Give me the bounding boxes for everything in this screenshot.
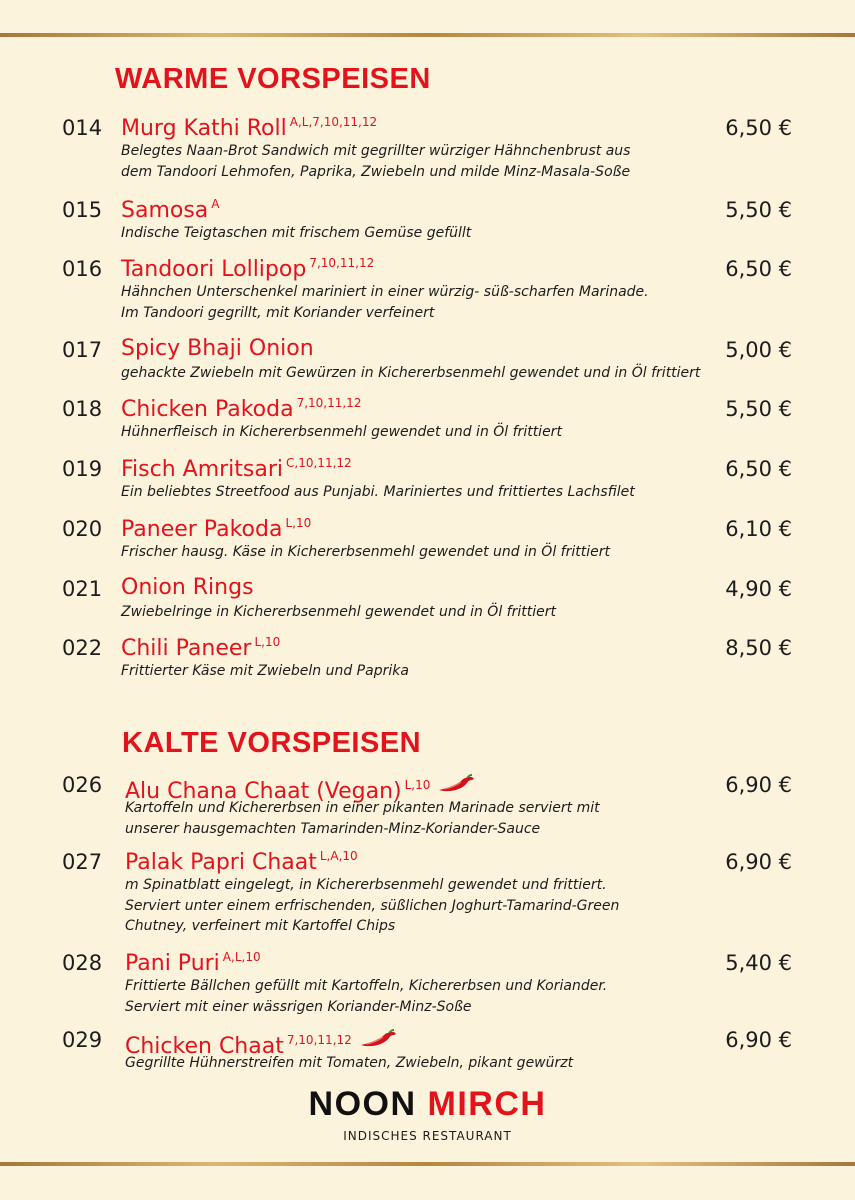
item-number: 027	[62, 850, 103, 874]
allergen-codes: A	[211, 197, 220, 211]
allergen-codes: L,10	[254, 635, 281, 649]
item-name	[121, 198, 220, 222]
item-price: 5,50 €	[725, 397, 792, 421]
allergen-codes: A,L,10	[222, 950, 261, 964]
item-price: 6,90 €	[725, 850, 792, 874]
item-price: 6,90 €	[725, 773, 792, 797]
item-description: Indische Teigtaschen mit frischem Gemüse gefüllt	[121, 225, 472, 241]
item-name-text: Murg Kathi Roll	[121, 116, 287, 141]
item-name-text: Paneer Pakoda	[121, 517, 283, 542]
top-gold-divider	[0, 33, 855, 37]
item-name-text: Samosa	[121, 198, 209, 223]
item-name	[121, 257, 374, 281]
item-name	[121, 636, 280, 660]
allergen-codes: L,10	[404, 778, 431, 792]
bottom-gold-divider	[0, 1162, 855, 1166]
chili-pepper-icon	[436, 773, 476, 800]
item-description: m Spinatblatt eingelegt, in Kichererbsenmehl gewendet und frittiert. Serviert unter einem erfrischenden, süßlichen Joghurt-Tamarind-Green Chutney, verfeinert mit Kartoffel Chips	[125, 877, 620, 934]
item-number: 014	[62, 116, 103, 140]
item-description: Hühnerfleisch in Kichererbsenmehl gewendet und in Öl frittiert	[121, 424, 562, 440]
item-number: 019	[62, 457, 103, 481]
item-name-text: Alu Chana Chaat (Vegan)	[125, 779, 402, 804]
item-name-text: Onion Rings	[121, 575, 254, 600]
item-number: 026	[62, 773, 103, 797]
section-title-warm: WARME VORSPEISEN	[115, 63, 431, 95]
item-number: 021	[62, 577, 103, 601]
item-name	[121, 517, 311, 541]
item-description: Frittierte Bällchen gefüllt mit Kartoffeln, Kichererbsen und Koriander. Serviert mit einer wässrigen Koriander-Minz-Soße	[125, 978, 608, 1015]
allergen-codes: 7,10,11,12	[296, 396, 362, 410]
item-price: 4,90 €	[725, 577, 792, 601]
brand-name-part2: MIRCH	[427, 1085, 547, 1123]
item-name-text: Tandoori Lollipop	[121, 257, 307, 282]
item-description: gehackte Zwiebeln mit Gewürzen in Kichererbsenmehl gewendet und in Öl frittiert	[121, 365, 701, 381]
item-name	[121, 338, 314, 360]
item-price: 5,40 €	[725, 951, 792, 975]
item-name	[121, 397, 361, 421]
item-name-text: Chicken Pakoda	[121, 397, 294, 422]
item-number: 028	[62, 951, 103, 975]
item-number: 016	[62, 257, 103, 281]
item-description: Zwiebelringe in Kichererbsenmehl gewendet und in Öl frittiert	[121, 604, 556, 620]
item-name-text: Palak Papri Chaat	[125, 850, 317, 875]
item-name-text: Chili Paneer	[121, 636, 252, 661]
item-price: 6,90 €	[725, 1028, 792, 1052]
item-number: 029	[62, 1028, 103, 1052]
item-price: 6,50 €	[725, 116, 792, 140]
item-price: 6,50 €	[725, 257, 792, 281]
item-description: Gegrillte Hühnerstreifen mit Tomaten, Zwiebeln, pikant gewürzt	[125, 1055, 574, 1071]
restaurant-subtitle: INDISCHES RESTAURANT	[343, 1129, 512, 1143]
section-title-cold: KALTE VORSPEISEN	[122, 727, 422, 759]
item-description: Ein beliebtes Streetfood aus Punjabi. Mariniertes und frittiertes Lachsfilet	[121, 484, 635, 500]
item-name-text: Spicy Bhaji Onion	[121, 336, 314, 361]
allergen-codes: C,10,11,12	[286, 456, 352, 470]
allergen-codes: 7,10,11,12	[309, 256, 375, 270]
item-name-text: Fisch Amritsari	[121, 457, 284, 482]
item-name	[121, 457, 352, 481]
item-description: Kartoffeln und Kichererbsen in einer pikanten Marinade serviert mit unserer hausgemachten Tamarinden-Minz-Koriander-Sauce	[125, 800, 600, 837]
item-name	[121, 577, 254, 599]
allergen-codes: 7,10,11,12	[286, 1033, 352, 1047]
item-name-text: Chicken Chaat	[125, 1034, 284, 1059]
restaurant-logo	[0, 1087, 855, 1121]
item-description: Frischer hausg. Käse in Kichererbsenmehl gewendet und in Öl frittiert	[121, 544, 610, 560]
item-number: 017	[62, 338, 103, 362]
item-name	[125, 951, 261, 975]
item-price: 8,50 €	[725, 636, 792, 660]
item-number: 015	[62, 198, 103, 222]
item-price: 6,10 €	[725, 517, 792, 541]
item-price: 5,50 €	[725, 198, 792, 222]
item-description: Belegtes Naan-Brot Sandwich mit gegrillter würziger Hähnchenbrust aus dem Tandoori Lehmofen, Paprika, Zwiebeln und milde Minz-Masala-Soße	[121, 143, 631, 180]
item-number: 018	[62, 397, 103, 421]
restaurant-brand	[0, 1087, 855, 1143]
chili-pepper-icon	[358, 1028, 398, 1055]
brand-name-part1: NOON	[308, 1085, 417, 1123]
item-name	[125, 850, 358, 874]
item-price: 5,00 €	[725, 338, 792, 362]
item-number: 022	[62, 636, 103, 660]
allergen-codes: L,10	[285, 516, 312, 530]
item-name-text: Pani Puri	[125, 951, 220, 976]
item-description: Frittierter Käse mit Zwiebeln und Paprika	[121, 663, 409, 679]
item-number: 020	[62, 517, 103, 541]
item-description: Hähnchen Unterschenkel mariniert in einer würzig- süß-scharfen Marinade. Im Tandoori gegrillt, mit Koriander verfeinert	[121, 284, 649, 321]
item-price: 6,50 €	[725, 457, 792, 481]
item-name	[121, 116, 377, 140]
allergen-codes: L,A,10	[319, 849, 358, 863]
allergen-codes: A,L,7,10,11,12	[289, 115, 378, 129]
